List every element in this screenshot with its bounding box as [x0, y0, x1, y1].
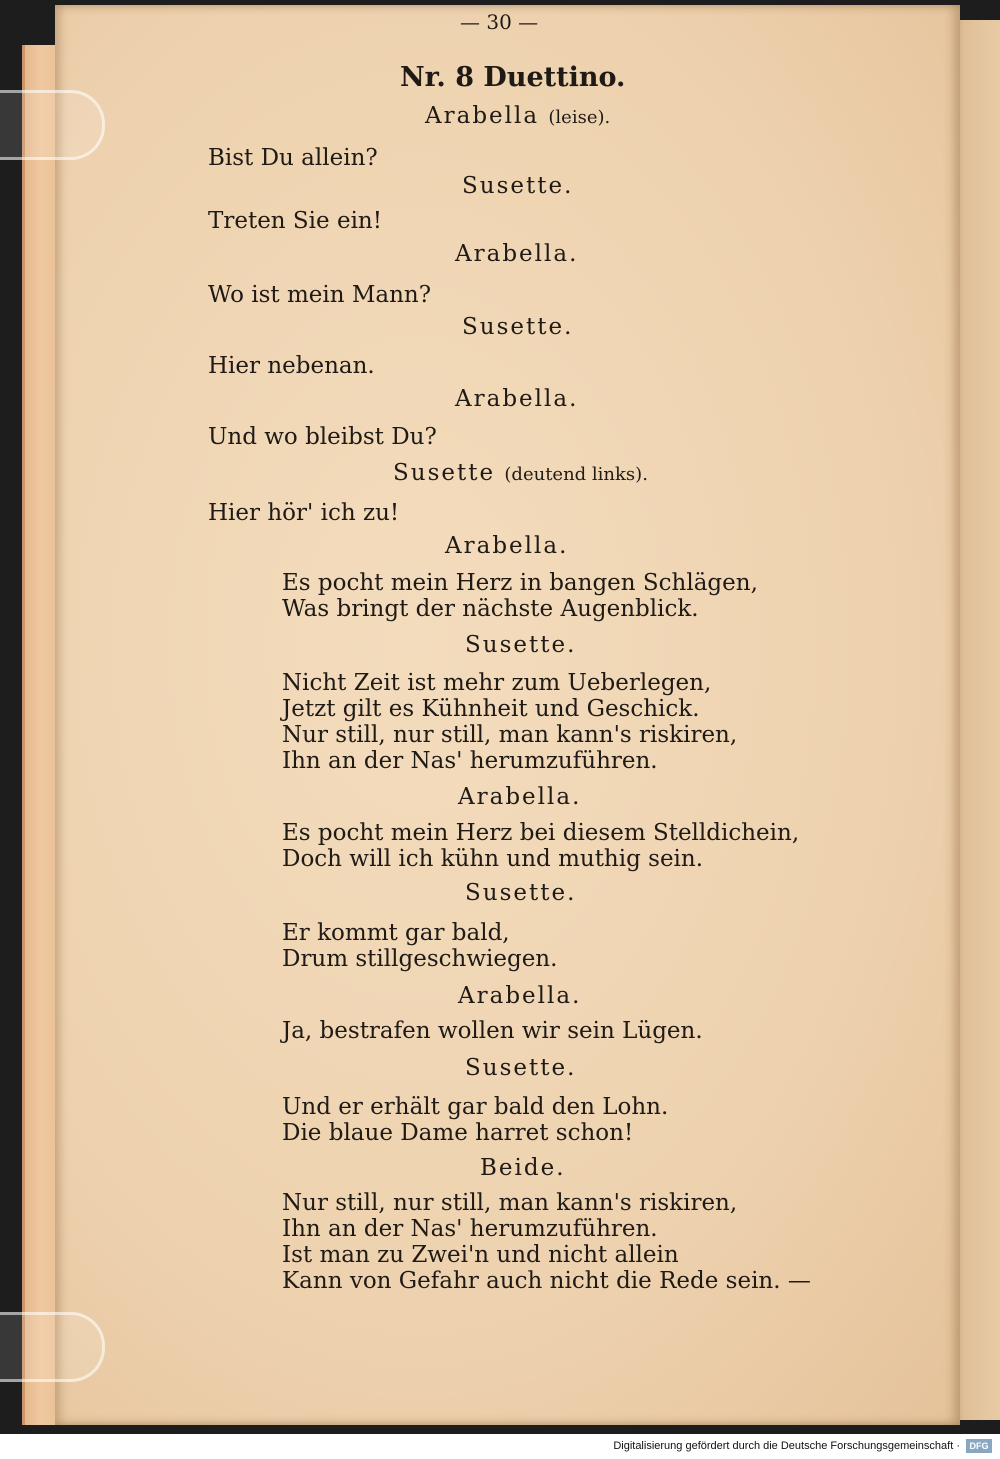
verse-line: Ihn an der Nas' herumzuführen. [282, 748, 658, 774]
dialogue-line: Wo ist mein Mann? [208, 282, 432, 308]
speaker-label: Arabella. [445, 533, 569, 559]
dialogue-line: Treten Sie ein! [208, 208, 382, 234]
speaker-label: Arabella. [458, 983, 582, 1009]
footer-bar [0, 1434, 1000, 1459]
speaker-label: Arabella. [458, 784, 582, 810]
verse-line: Jetzt gilt es Kühnheit und Geschick. [282, 696, 700, 722]
speaker-label: Beide. [480, 1155, 566, 1181]
speaker-label: Arabella. [455, 386, 579, 412]
speaker-label: Arabella. [455, 241, 579, 267]
verse-line: Doch will ich kühn und muthig sein. [282, 846, 704, 872]
verse-line: Ihn an der Nas' herumzuführen. [282, 1216, 658, 1242]
dialogue-line: Bist Du allein? [208, 145, 378, 171]
verse-line: Es pocht mein Herz bei diesem Stelldichein, [282, 820, 800, 846]
verse-line: Es pocht mein Herz in bangen Schlägen, [282, 570, 758, 596]
dfg-logo[interactable]: DFG [966, 1439, 992, 1453]
verse-line: Drum stillgeschwiegen. [282, 946, 558, 972]
stage-note: (leise). [548, 107, 611, 128]
section-title: Nr. 8 Duettino. [400, 62, 626, 93]
page-clip-bottom [0, 1312, 105, 1382]
verse-line: Nicht Zeit ist mehr zum Ueberlegen, [282, 670, 712, 696]
verse-line: Ist man zu Zwei'n und nicht allein [282, 1242, 679, 1268]
verse-line: Kann von Gefahr auch nicht die Rede sein. — [282, 1268, 811, 1294]
verse-line: Und er erhält gar bald den Lohn. [282, 1094, 669, 1120]
verse-line: Was bringt der nächste Augenblick. [282, 596, 699, 622]
verse-line: Ja, bestrafen wollen wir sein Lügen. [282, 1018, 703, 1044]
verse-line: Er kommt gar bald, [282, 920, 510, 946]
stage-note: (deutend links). [504, 464, 648, 485]
speaker-label: Susette (deutend links). [393, 460, 648, 486]
page-number: — 30 — [460, 10, 539, 34]
speaker-label: Susette. [462, 173, 574, 199]
speaker-label: Susette. [462, 314, 574, 340]
page-clip-top [0, 90, 105, 160]
verse-line: Nur still, nur still, man kann's riskiren, [282, 1190, 738, 1216]
verse-line: Nur still, nur still, man kann's riskiren, [282, 722, 738, 748]
speaker-label: Susette. [465, 880, 577, 906]
speaker-label: Susette. [465, 1055, 577, 1081]
speaker-label: Susette. [465, 632, 577, 658]
dialogue-line: Hier hör' ich zu! [208, 500, 400, 526]
speaker-label: Arabella (leise). [425, 103, 611, 129]
footer-credit: Digitalisierung gefördert durch die Deutsche Forschungsgemeinschaft · [613, 1440, 960, 1452]
verse-line: Die blaue Dame harret schon! [282, 1120, 634, 1146]
dialogue-line: Hier nebenan. [208, 353, 375, 379]
dialogue-line: Und wo bleibst Du? [208, 424, 437, 450]
